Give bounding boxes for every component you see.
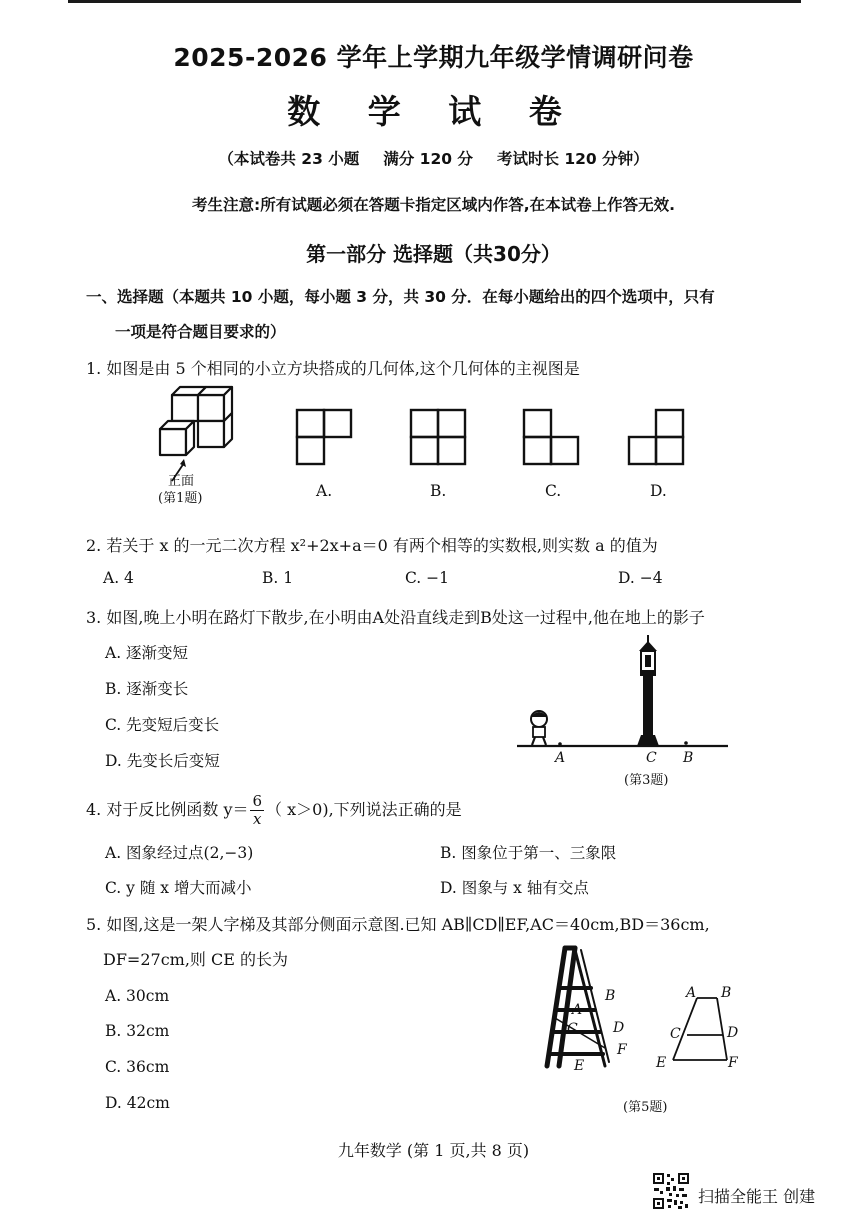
q4-stem — [86, 793, 462, 828]
q1-caption: (第1题) — [158, 491, 203, 506]
part-title: 第一部分 选择题（共30分） — [306, 242, 561, 266]
q3-streetlamp-figure — [515, 635, 730, 750]
q3-option-a[interactable]: A. 逐渐变短 — [105, 644, 189, 662]
q5-ladder-label-c: C — [567, 1021, 578, 1037]
q5-ladder-label-a: A — [572, 1002, 583, 1018]
exam-title: 2025-2026 学年上学期九年级学情调研问卷 — [173, 43, 694, 72]
q1-option-c[interactable]: C. — [545, 482, 562, 500]
subject-title: 数 学 试 卷 — [287, 92, 580, 131]
q5-ladder-label-d: D — [613, 1020, 625, 1036]
q5-caption: (第5题) — [623, 1100, 668, 1115]
info-questions: （本试卷共 23 小题 — [218, 150, 360, 168]
q1-solid-figure — [150, 385, 240, 485]
q1-option-b[interactable]: B. — [430, 482, 447, 500]
q4-option-d[interactable]: D. 图象与 x 轴有交点 — [440, 879, 589, 897]
q4-fraction — [250, 793, 264, 828]
page-footer: 九年数学 (第 1 页,共 8 页) — [337, 1141, 530, 1160]
q2-stem: 2. 若关于 x 的一元二次方程 x²+2x+a＝0 有两个相等的实数根,则实数 a 的值为 — [86, 536, 658, 555]
q5-trap-label-d: D — [727, 1025, 739, 1041]
q1-stem: 1. 如图是由 5 个相同的小立方块搭成的几何体,这个几何体的主视图是 — [86, 359, 580, 378]
q3-option-c[interactable]: C. 先变短后变长 — [105, 716, 220, 734]
info-score: 满分 120 分 — [383, 150, 473, 168]
q5-option-b[interactable]: B. 32cm — [105, 1022, 170, 1040]
q4-numerator: 6 — [252, 792, 263, 810]
section-instructions-cont: 一项是符合题目要求的） — [115, 323, 286, 341]
q5-option-d[interactable]: D. 42cm — [105, 1094, 170, 1112]
q4-stem-after: （ x＞0),下列说法正确的是 — [266, 800, 462, 819]
q5-ladder-label-e: E — [574, 1058, 585, 1074]
scanner-watermark: 扫描全能王 创建 — [698, 1187, 816, 1206]
q3-option-d[interactable]: D. 先变长后变短 — [105, 752, 220, 770]
q5-ladder-label-f: F — [617, 1042, 627, 1058]
q5-trap-label-f: F — [728, 1055, 738, 1071]
q4-stem-before: 4. 对于反比例函数 y＝ — [86, 800, 249, 819]
q5-trap-label-a: A — [686, 985, 697, 1001]
q5-option-c[interactable]: C. 36cm — [105, 1058, 170, 1076]
q3-caption: (第3题) — [624, 773, 669, 788]
q1-option-b-figure — [410, 409, 466, 465]
q5-trap-label-c: C — [670, 1026, 681, 1042]
q1-option-a[interactable]: A. — [316, 482, 333, 500]
q5-option-a[interactable]: A. 30cm — [105, 987, 170, 1005]
candidate-notice: 考生注意:所有试题必须在答题卡指定区域内作答,在本试卷上作答无效. — [192, 196, 675, 214]
q3-stem: 3. 如图,晚上小明在路灯下散步,在小明由A处沿直线走到B处这一过程中,他在地上的影子 — [86, 608, 705, 627]
q4-denominator: x — [253, 810, 262, 828]
q3-label-a: A — [555, 750, 566, 766]
info-time: 考试时长 120 分钟） — [496, 150, 649, 168]
q3-option-b[interactable]: B. 逐渐变长 — [105, 680, 189, 698]
q1-front-label: 正面 — [168, 474, 195, 489]
q2-option-a[interactable]: A. 4 — [103, 569, 134, 587]
q1-option-d-figure — [628, 409, 684, 465]
q2-option-c[interactable]: C. −1 — [405, 569, 450, 587]
top-border — [68, 0, 801, 3]
q5-ladder-label-b: B — [605, 988, 616, 1004]
q5-ladder-figure — [543, 942, 628, 1074]
q3-label-b: B — [683, 750, 694, 766]
q1-option-a-figure — [296, 409, 352, 465]
q4-option-a[interactable]: A. 图象经过点(2,−3) — [105, 844, 254, 862]
q5-trap-label-e: E — [656, 1055, 667, 1071]
exam-info — [0, 147, 867, 169]
section-instructions: 一、选择题（本题共 10 小题，每小题 3 分，共 30 分．在每小题给出的四个选项中，只有 — [86, 288, 715, 306]
q5-stem-line2: DF=27cm,则 CE 的长为 — [103, 950, 289, 969]
q4-option-b[interactable]: B. 图象位于第一、三象限 — [440, 844, 617, 862]
q1-option-d[interactable]: D. — [650, 482, 667, 500]
qr-code-icon — [652, 1172, 690, 1210]
q5-stem-line1: 5. 如图,这是一架人字梯及其部分侧面示意图.已知 AB∥CD∥EF,AC＝40cm,BD＝36cm, — [86, 915, 710, 934]
q1-option-c-figure — [523, 409, 579, 465]
q4-option-c[interactable]: C. y 随 x 增大而减小 — [105, 879, 252, 897]
q2-option-d[interactable]: D. −4 — [618, 569, 663, 587]
q3-label-c: C — [646, 750, 657, 766]
q2-option-b[interactable]: B. 1 — [262, 569, 294, 587]
q5-trap-label-b: B — [721, 985, 732, 1001]
